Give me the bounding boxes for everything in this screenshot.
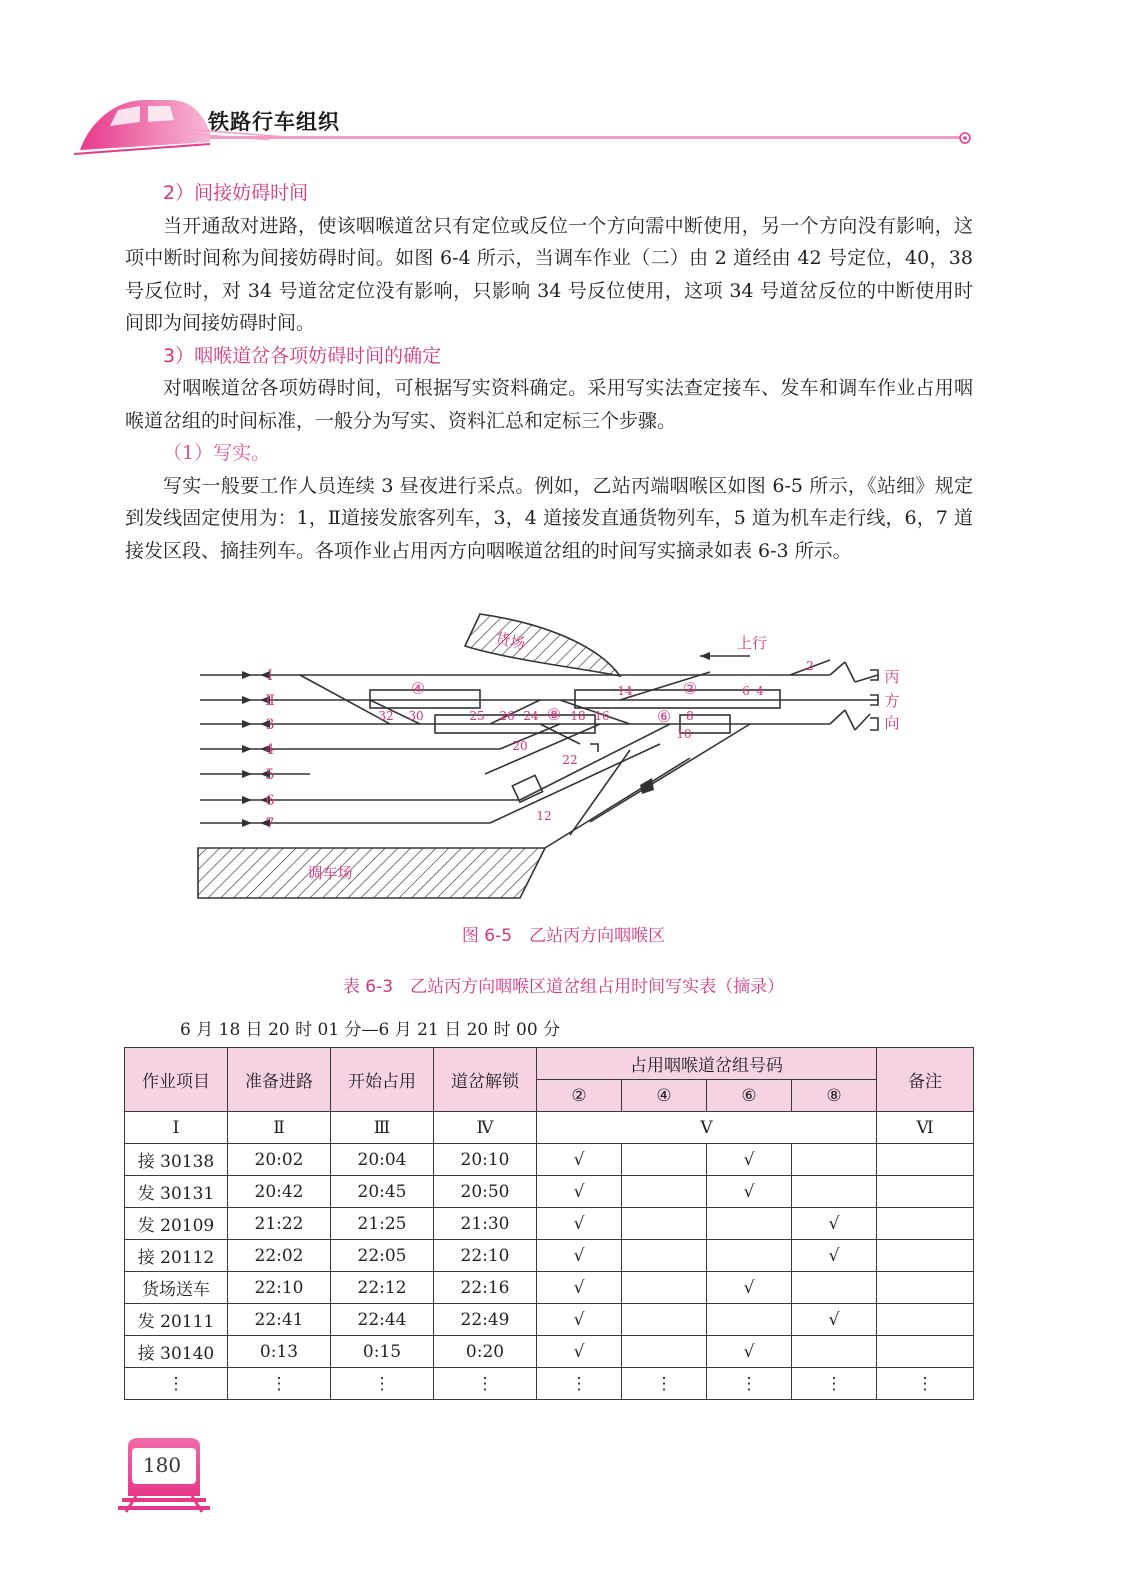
header-remark: 备注 bbox=[877, 1048, 974, 1112]
switch-group-label: ⑥ bbox=[656, 707, 672, 726]
table-cell: 货场送车 bbox=[125, 1272, 228, 1304]
direction-label: 方 bbox=[884, 692, 900, 710]
table-cell bbox=[622, 1304, 707, 1336]
track-label: Ⅱ bbox=[265, 693, 275, 709]
table-cell: √ bbox=[537, 1176, 622, 1208]
station-throat-diagram bbox=[190, 610, 910, 910]
switch-number: 20 bbox=[512, 739, 528, 753]
table-cell bbox=[707, 1304, 792, 1336]
table-cell: 20:10 bbox=[434, 1144, 537, 1176]
index-row bbox=[125, 1112, 974, 1144]
switch-number: 10 bbox=[676, 727, 692, 741]
table-cell: ⋮ bbox=[537, 1368, 622, 1400]
track-label: 4 bbox=[265, 742, 275, 758]
table-cell: √ bbox=[707, 1272, 792, 1304]
table-cell: √ bbox=[707, 1336, 792, 1368]
table-cell: √ bbox=[792, 1208, 877, 1240]
switch-number: 14 bbox=[617, 684, 633, 698]
table-cell: √ bbox=[707, 1176, 792, 1208]
table-cell bbox=[622, 1176, 707, 1208]
track-label: 5 bbox=[265, 767, 275, 783]
train-logo-icon bbox=[80, 100, 210, 150]
table-cell: ⋮ bbox=[434, 1368, 537, 1400]
direction-up-label: 上行 bbox=[736, 634, 768, 652]
figure-caption: 图 6-5 乙站丙方向咽喉区 bbox=[461, 926, 666, 946]
table-cell: 22:41 bbox=[228, 1304, 331, 1336]
table-cell bbox=[877, 1304, 974, 1336]
paragraph: 写实一般要工作人员连续 3 昼夜进行采点。例如，乙站丙端咽喉区如图 6-5 所示，《站细》规定到发线固定使用为：1，Ⅱ道接发旅客列车，3，4 道接发直通货物列车，5 道为机车走行线，6，7 道接发区段、摘挂列车。各项作业占用丙方向咽喉道岔组的时间写实摘录如表 6-3 所示。 bbox=[125, 474, 973, 562]
table-cell: 发 20111 bbox=[125, 1304, 228, 1336]
table-cell: √ bbox=[537, 1304, 622, 1336]
table-cell bbox=[622, 1208, 707, 1240]
table-row bbox=[125, 1144, 974, 1176]
header-group-2: ② bbox=[537, 1080, 622, 1112]
switch-number: 30 bbox=[408, 709, 424, 723]
table-row bbox=[125, 1336, 974, 1368]
table-cell bbox=[622, 1240, 707, 1272]
table-cell bbox=[877, 1336, 974, 1368]
index-cell: Ⅰ bbox=[125, 1112, 228, 1144]
table-cell: ⋮ bbox=[707, 1368, 792, 1400]
index-cell: Ⅳ bbox=[434, 1112, 537, 1144]
table-cell: ⋮ bbox=[622, 1368, 707, 1400]
yard-label-shunting: 调车场 bbox=[307, 864, 353, 882]
table-cell: 21:22 bbox=[228, 1208, 331, 1240]
switch-group-label: ④ bbox=[410, 679, 426, 698]
section-heading: 3）咽喉道岔各项妨碍时间的确定 bbox=[163, 344, 442, 367]
table-cell: 21:30 bbox=[434, 1208, 537, 1240]
index-cell: Ⅲ bbox=[331, 1112, 434, 1144]
shunting-yard-area bbox=[198, 848, 545, 898]
header-start: 开始占用 bbox=[331, 1048, 434, 1112]
table-cell: 22:10 bbox=[434, 1240, 537, 1272]
table-cell: 0:15 bbox=[331, 1336, 434, 1368]
table-cell: √ bbox=[537, 1272, 622, 1304]
switch-number: 12 bbox=[536, 809, 552, 823]
table-cell: 20:04 bbox=[331, 1144, 434, 1176]
paragraph: 当开通敌对进路，使该咽喉道岔只有定位或反位一个方向需中断使用，另一个方向没有影响，这项中断时间称为间接妨碍时间。如图 6-4 所示，当调车作业（二）由 2 道经由 42 号定位，40，38 号反位时，对 34 号道岔定位没有影响，只影响 34 号反位使用，这项 34 号道岔反位的中断使用时间即为间接妨碍时间。 bbox=[125, 214, 973, 334]
table-cell: 发 30131 bbox=[125, 1176, 228, 1208]
track-label: 6 bbox=[265, 793, 275, 809]
table-row bbox=[125, 1272, 974, 1304]
table-cell bbox=[792, 1176, 877, 1208]
occupancy-table bbox=[124, 1047, 974, 1400]
table-cell: ⋮ bbox=[228, 1368, 331, 1400]
track-label: 7 bbox=[265, 816, 275, 832]
table-cell bbox=[622, 1336, 707, 1368]
freight-yard-area bbox=[465, 614, 620, 676]
header-group-4: ④ bbox=[622, 1080, 707, 1112]
header-group: 占用咽喉道岔组号码 bbox=[537, 1048, 877, 1080]
track-label: Ⅰ bbox=[267, 668, 273, 684]
direction-label: 向 bbox=[884, 714, 900, 732]
table-cell: ⋮ bbox=[792, 1368, 877, 1400]
table-cell: 20:50 bbox=[434, 1176, 537, 1208]
table-cell bbox=[707, 1208, 792, 1240]
switch-group-label: ⑧ bbox=[546, 705, 562, 724]
table-title: 表 6-3 乙站丙方向咽喉区道岔组占用时间写实表（摘录） bbox=[342, 977, 785, 997]
table-row bbox=[125, 1176, 974, 1208]
switch-number: 25 bbox=[469, 709, 485, 723]
switch-number: 4 bbox=[756, 684, 764, 698]
header-release: 道岔解锁 bbox=[434, 1048, 537, 1112]
table-cell: ⋮ bbox=[877, 1368, 974, 1400]
table-cell: 22:10 bbox=[228, 1272, 331, 1304]
index-cell: Ⅵ bbox=[877, 1112, 974, 1144]
table-cell: 22:02 bbox=[228, 1240, 331, 1272]
table-cell: √ bbox=[537, 1144, 622, 1176]
table-cell: 22:16 bbox=[434, 1272, 537, 1304]
table-cell: √ bbox=[792, 1304, 877, 1336]
table-cell: 22:44 bbox=[331, 1304, 434, 1336]
table-cell: √ bbox=[707, 1144, 792, 1176]
table-cell: √ bbox=[537, 1208, 622, 1240]
section-heading: 2）间接妨碍时间 bbox=[163, 182, 309, 204]
switch-number: 18 bbox=[570, 709, 586, 723]
page-number: 180 bbox=[142, 1453, 182, 1477]
table-cell: 22:05 bbox=[331, 1240, 434, 1272]
table-cell: ⋮ bbox=[125, 1368, 228, 1400]
sub-heading: （1）写实。 bbox=[163, 442, 271, 464]
table-cell: 21:25 bbox=[331, 1208, 434, 1240]
table-row bbox=[125, 1240, 974, 1272]
body-text bbox=[125, 177, 973, 567]
table-cell: 20:45 bbox=[331, 1176, 434, 1208]
table-cell: 20:02 bbox=[228, 1144, 331, 1176]
switch-number: 24 bbox=[523, 709, 539, 723]
table-cell: 20:42 bbox=[228, 1176, 331, 1208]
header-item: 作业项目 bbox=[125, 1048, 228, 1112]
table-cell: 接 30140 bbox=[125, 1336, 228, 1368]
table-cell bbox=[877, 1144, 974, 1176]
switch-group-label: ② bbox=[682, 679, 698, 698]
table-cell bbox=[622, 1272, 707, 1304]
table-cell bbox=[792, 1272, 877, 1304]
table-cell bbox=[792, 1336, 877, 1368]
switch-number: 26 bbox=[499, 709, 515, 723]
table-cell: 22:49 bbox=[434, 1304, 537, 1336]
header-group-8: ⑧ bbox=[792, 1080, 877, 1112]
header-title: 铁路行车组织 bbox=[208, 110, 340, 134]
table-cell bbox=[877, 1240, 974, 1272]
table-cell: 0:13 bbox=[228, 1336, 331, 1368]
switch-number: 6 bbox=[742, 684, 750, 698]
date-range: 6 月 18 日 20 时 01 分—6 月 21 日 20 时 00 分 bbox=[180, 1020, 561, 1040]
table-row bbox=[125, 1208, 974, 1240]
switch-number: 32 bbox=[378, 709, 394, 723]
paragraph: 对咽喉道岔各项妨碍时间，可根据写实资料确定。采用写实法查定接车、发车和调车作业占用咽喉道岔组的时间标准，一般分为写实、资料汇总和定标三个步骤。 bbox=[125, 377, 973, 432]
switch-number: 2 bbox=[806, 659, 814, 673]
table-cell bbox=[877, 1208, 974, 1240]
table-cell bbox=[877, 1272, 974, 1304]
switch-number: 22 bbox=[562, 753, 578, 767]
table-cell: 接 20112 bbox=[125, 1240, 228, 1272]
table-cell: 接 30138 bbox=[125, 1144, 228, 1176]
table-cell: √ bbox=[537, 1240, 622, 1272]
track-label: 3 bbox=[265, 717, 275, 733]
table-cell bbox=[707, 1240, 792, 1272]
yard-label-freight: 货场 bbox=[493, 629, 527, 653]
table-cell: 22:12 bbox=[331, 1272, 434, 1304]
table-cell: 0:20 bbox=[434, 1336, 537, 1368]
index-cell: Ⅱ bbox=[228, 1112, 331, 1144]
direction-label: 丙 bbox=[884, 668, 900, 686]
table-cell bbox=[877, 1176, 974, 1208]
table-cell: √ bbox=[792, 1240, 877, 1272]
table-row bbox=[125, 1304, 974, 1336]
index-cell: Ⅴ bbox=[537, 1112, 877, 1144]
table-cell bbox=[622, 1144, 707, 1176]
header-prepare: 准备进路 bbox=[228, 1048, 331, 1112]
header-group-6: ⑥ bbox=[707, 1080, 792, 1112]
switch-number: 16 bbox=[594, 709, 610, 723]
table-cell: ⋮ bbox=[331, 1368, 434, 1400]
table-cell bbox=[792, 1144, 877, 1176]
table-cell: 发 20109 bbox=[125, 1208, 228, 1240]
switch-number: 8 bbox=[686, 709, 694, 723]
table-cell: √ bbox=[537, 1336, 622, 1368]
header-banner bbox=[70, 92, 980, 162]
table-row bbox=[125, 1368, 974, 1400]
